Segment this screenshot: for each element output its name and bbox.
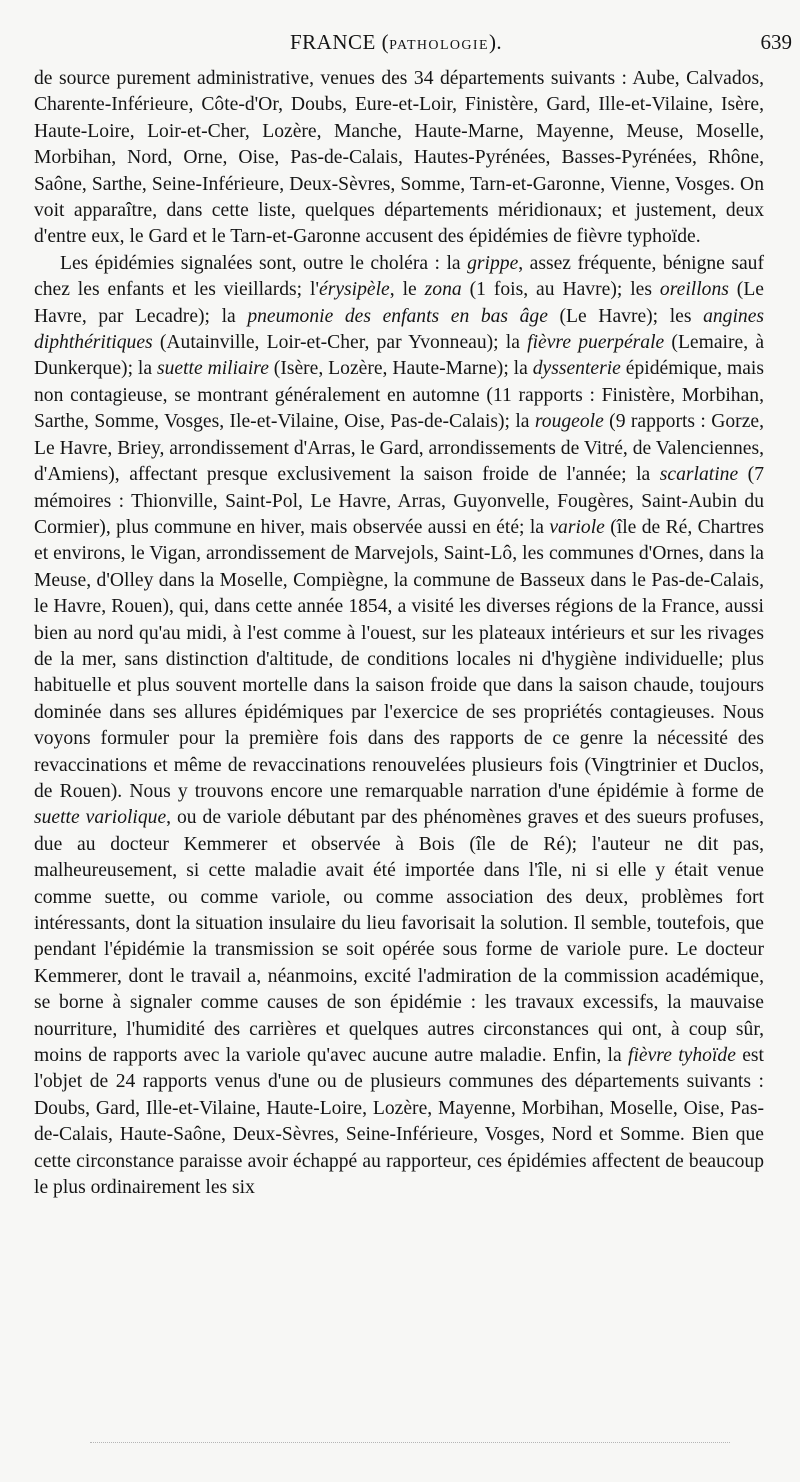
italic-term: scarlatine — [659, 464, 739, 486]
body-text — [34, 66, 764, 1201]
text-run: (1 fois, au Havre); les — [461, 279, 660, 301]
text-run: épidémique, mais non contagieuse, se montrant généralement en automne (11 rapports : Finistère, Morbihan, Sarthe, Somme, Vosges, Ile-et-Vilaine, Oise, Pas-de-Calais); la — [34, 358, 764, 433]
italic-term: dyssenterie — [532, 358, 621, 380]
running-header — [0, 30, 800, 60]
running-title-main: FRANCE ( — [290, 30, 390, 54]
paragraph — [34, 66, 764, 251]
italic-term: grippe — [467, 252, 519, 274]
text-run: (Le Havre, par Lecadre); la — [34, 279, 764, 327]
text-run: (Autainville, Loir-et-Cher, par Yvonneau); la — [152, 332, 528, 354]
italic-term: pneumonie des enfants en bas âge — [247, 305, 548, 327]
italic-term: fièvre tyhoïde — [628, 1045, 736, 1067]
text-run: , le — [389, 279, 425, 301]
text-run: Les épidémies signalées sont, outre le choléra : la — [60, 252, 468, 274]
page-number: 639 — [760, 30, 792, 54]
italic-term: suette variolique — [34, 807, 167, 829]
italic-term: fièvre puerpérale — [527, 332, 665, 354]
text-run: , assez fréquente, bénigne sauf chez les enfants et les vieillards; l' — [34, 252, 765, 301]
paragraph — [34, 251, 764, 1202]
text-run: , ou de variole débutant par des phénomènes graves et des sueurs profuses, due au docteur Kemmerer et observée à Bois (île de Ré); l'auteur ne dit pas, malheureusement, si cette maladie avait été importée dans l'île, ni si elle y était venue comme suette, ou comme variole, ou comme association des deux, problèmes fort intéressants, dont la situation insulaire du lieu favorisait la solution. Il semble, toutefois, que pendant l'épidémie la transmission se soit opérée sous forme de variole pure. Le docteur Kemmerer, dont le travail a, néanmoins, excité l'admiration de la commission académique, se borne à signaler comme causes de son épidémie : les travaux excessifs, la mauvaise nourriture, l'humidité des carrières et quelques autres circonstances qui ont, à coup sûr, moins de rapports avec la variole qu'avec aucune autre maladie. Enfin, la — [34, 807, 764, 1067]
text-run: (9 rapports : Gorze, Le Havre, Briey, arrondissement d'Arras, le Gard, arrondissements de Vitré, de Valenciennes, d'Amiens), affectant presque exclusivement la saison froide de l'année; la — [34, 411, 764, 486]
text-run: (Isère, Lozère, Haute-Marne); la — [268, 358, 533, 380]
text-run: (Lemaire, à Dunkerque); la — [34, 332, 765, 380]
italic-term: angines diphthéritiques — [34, 305, 765, 354]
text-run: est l'objet de 24 rapports venus d'une ou de plusieurs communes des départements suivants : Doubs, Gard, Ille-et-Vilaine, Haute-Loire, Lozère, Mayenne, Morbihan, Moselle, Oise, Pas-de-Calais, Haute-Saône, Deux-Sèvres, Seine-Inférieure, Vosges, Nord et Somme. Bien que cette circonstance paraisse avoir échappé au rapporteur, ces épidémies affectent de beaucoup le plus ordinairement les six — [34, 1045, 764, 1199]
text-run: (île de Ré, Chartres et environs, le Vigan, arrondissement de Marvejols, Saint-Lô, les communes d'Ornes, dans la Meuse, d'Olley dans la Moselle, Compiègne, la commune de Basseux dans le Pas-de-Calais, le Havre, Rouen), qui, dans cette année 1854, a visité les diverses régions de la France, aussi bien au nord qu'au midi, à l'est comme à l'ouest, sur les plateaux intérieurs et sur les rivages de la mer, sans distinction d'altitude, de conditions locales ni d'hygiène individuelle; plus habituelle et plus souvent mortelle dans la saison froide que dans la saison chaude, toujours dominée dans ses allures épidémiques par l'exercice de ses propriétés contagieuses. Nous voyons formuler pour la première fois dans des rapports de ce genre la nécessité des revaccinations et même de revaccinations renouvelées plusieurs fois (Vingtrinier et Duclos, de Rouen). Nous y trouvons encore une remarquable narration d'une épidémie à forme de — [34, 516, 764, 802]
italic-term: zona — [424, 279, 462, 301]
italic-term: érysipèle — [319, 279, 390, 301]
running-title-smallcaps: PATHOLOGIE — [389, 38, 489, 53]
text-run: (7 mémoires : Thionville, Saint-Pol, Le Havre, Arras, Guyonvelle, Fougères, Saint-Aubin du Cormier), plus commune en hiver, mais observée aussi en été; la — [34, 464, 764, 538]
italic-term: variole — [549, 516, 605, 538]
footer-divider — [90, 1442, 730, 1445]
text-run: de source purement administrative, venues des 34 départements suivants : Aube, Calvados, Charente-Inférieure, Côte-d'Or, Doubs, Eure-et-Loir, Finistère, Gard, Ille-et-Vilaine, Isère, Haute-Loire, Loir-et-Cher, Lozère, Manche, Haute-Marne, Mayenne, Meuse, Moselle, Morbihan, Nord, Orne, Oise, Pas-de-Calais, Hautes-Pyrénées, Basses-Pyrénées, Rhône, Saône, Sarthe, Seine-Inférieure, Deux-Sèvres, Somme, Tarn-et-Garonne, Vienne, Vosges. On voit apparaître, dans cette liste, quelques départements méridionaux; et justement, deux d'entre eux, le Gard et le Tarn-et-Garonne accusent des épidémies de fièvre typhoïde. — [34, 68, 764, 248]
italic-term: oreillons — [659, 279, 729, 301]
text-run: (Le Havre); les — [547, 305, 704, 327]
italic-term: suette miliaire — [156, 358, 269, 380]
running-title — [290, 30, 502, 55]
running-title-end: ). — [488, 30, 503, 54]
italic-term: rougeole — [534, 411, 604, 433]
